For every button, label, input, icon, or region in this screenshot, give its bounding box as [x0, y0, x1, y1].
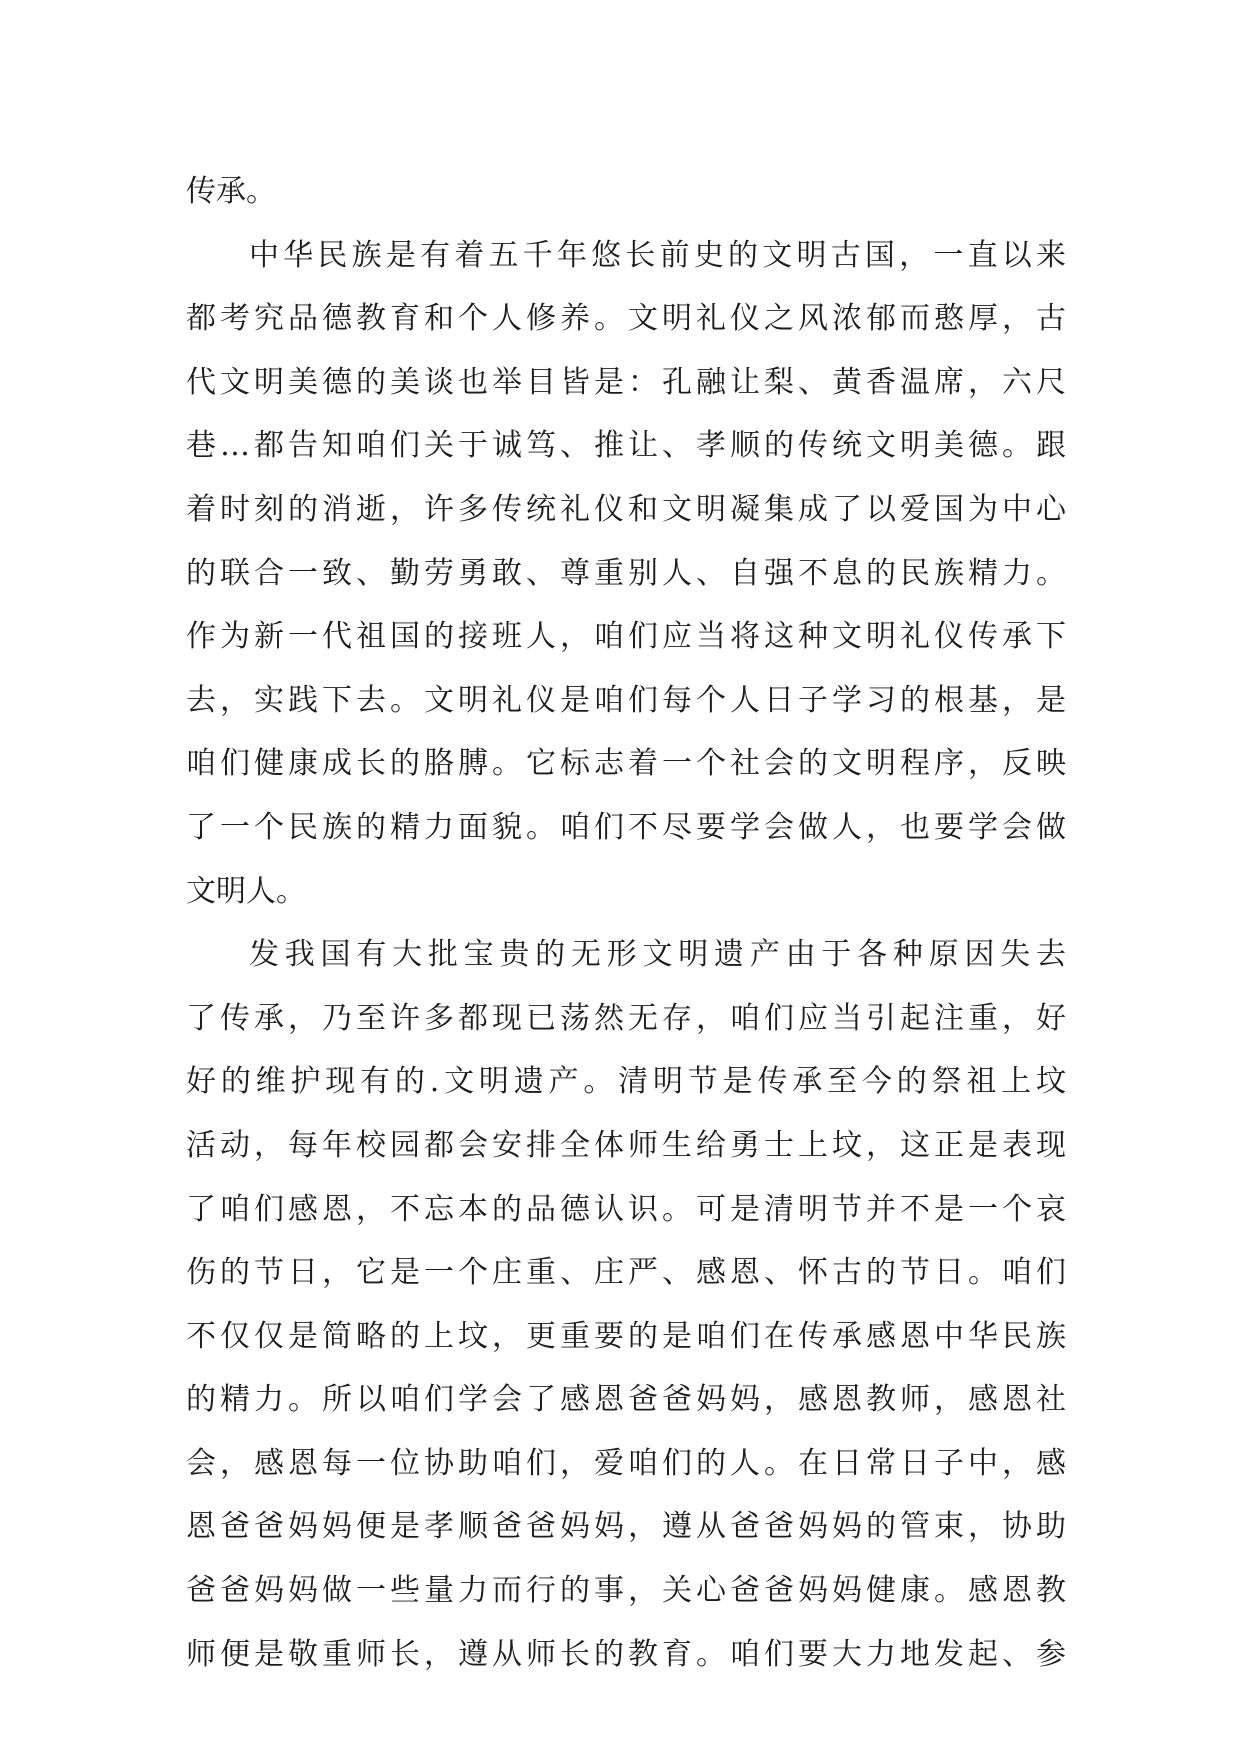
text-line: 的精力。所以咱们学会了感恩爸爸妈妈，感恩教师，感恩社	[186, 1382, 1066, 1418]
text-line: 不仅仅是简略的上坟，更重要的是咱们在传承感恩中华民族	[186, 1318, 1066, 1354]
text-line: 伤的节日，它是一个庄重、庄严、感恩、怀古的节日。咱们	[186, 1255, 1066, 1291]
text-line: 发我国有大批宝贵的无形文明遗产由于各种原因失去	[249, 937, 1066, 973]
paragraph-civility-heritage	[186, 224, 1066, 924]
text-line: 师便是敬重师长，遵从师长的教育。咱们要大力地发起、参	[186, 1636, 1066, 1672]
text-line: 代文明美德的美谈也举目皆是：孔融让梨、黄香温席，六尺	[186, 364, 1066, 400]
text-line: 活动，每年校园都会安排全体师生给勇士上坟，这正是表现	[186, 1127, 1066, 1163]
text-line: 了一个民族的精力面貌。咱们不尽要学会做人，也要学会做	[186, 809, 1066, 845]
text-line: 文明人。	[186, 873, 306, 909]
text-line: 作为新一代祖国的接班人，咱们应当将这种文明礼仪传承下	[186, 619, 1066, 655]
text-line: 中华民族是有着五千年悠长前史的文明古国，一直以来	[249, 237, 1066, 273]
text-line: 会，感恩每一位协助咱们，爱咱们的人。在日常日子中，感	[186, 1445, 1066, 1481]
text-line: 传承。	[186, 174, 276, 209]
text-line: 恩爸爸妈妈便是孝顺爸爸妈妈，遵从爸爸妈妈的管束，协助	[186, 1509, 1066, 1545]
body-text	[186, 160, 1066, 1686]
text-line: 巷…都告知咱们关于诚笃、推让、孝顺的传统文明美德。跟	[186, 428, 1066, 464]
text-line: 咱们健康成长的胳膊。它标志着一个社会的文明程序，反映	[186, 746, 1066, 782]
text-line: 去，实践下去。文明礼仪是咱们每个人日子学习的根基，是	[186, 682, 1066, 718]
text-line: 爸爸妈妈做一些量力而行的事，关心爸爸妈妈健康。感恩教	[186, 1573, 1066, 1609]
text-line: 着时刻的消逝，许多传统礼仪和文明凝集成了以爱国为中心	[186, 491, 1066, 527]
text-line: 都考究品德教育和个人修养。文明礼仪之风浓郁而憨厚，古	[186, 301, 1066, 337]
text-line: 的联合一致、勤劳勇敢、尊重别人、自强不息的民族精力。	[186, 555, 1066, 591]
text-line: 好的维护现有的.文明遗产。清明节是传承至今的祭祖上坟	[186, 1064, 1066, 1100]
text-line: 了传承，乃至许多都现已荡然无存，咱们应当引起注重，好	[186, 1000, 1066, 1036]
paragraph-continuation	[186, 160, 1066, 224]
text-line: 了咱们感恩，不忘本的品德认识。可是清明节并不是一个哀	[186, 1191, 1066, 1227]
paragraph-cultural-heritage	[186, 923, 1066, 1686]
